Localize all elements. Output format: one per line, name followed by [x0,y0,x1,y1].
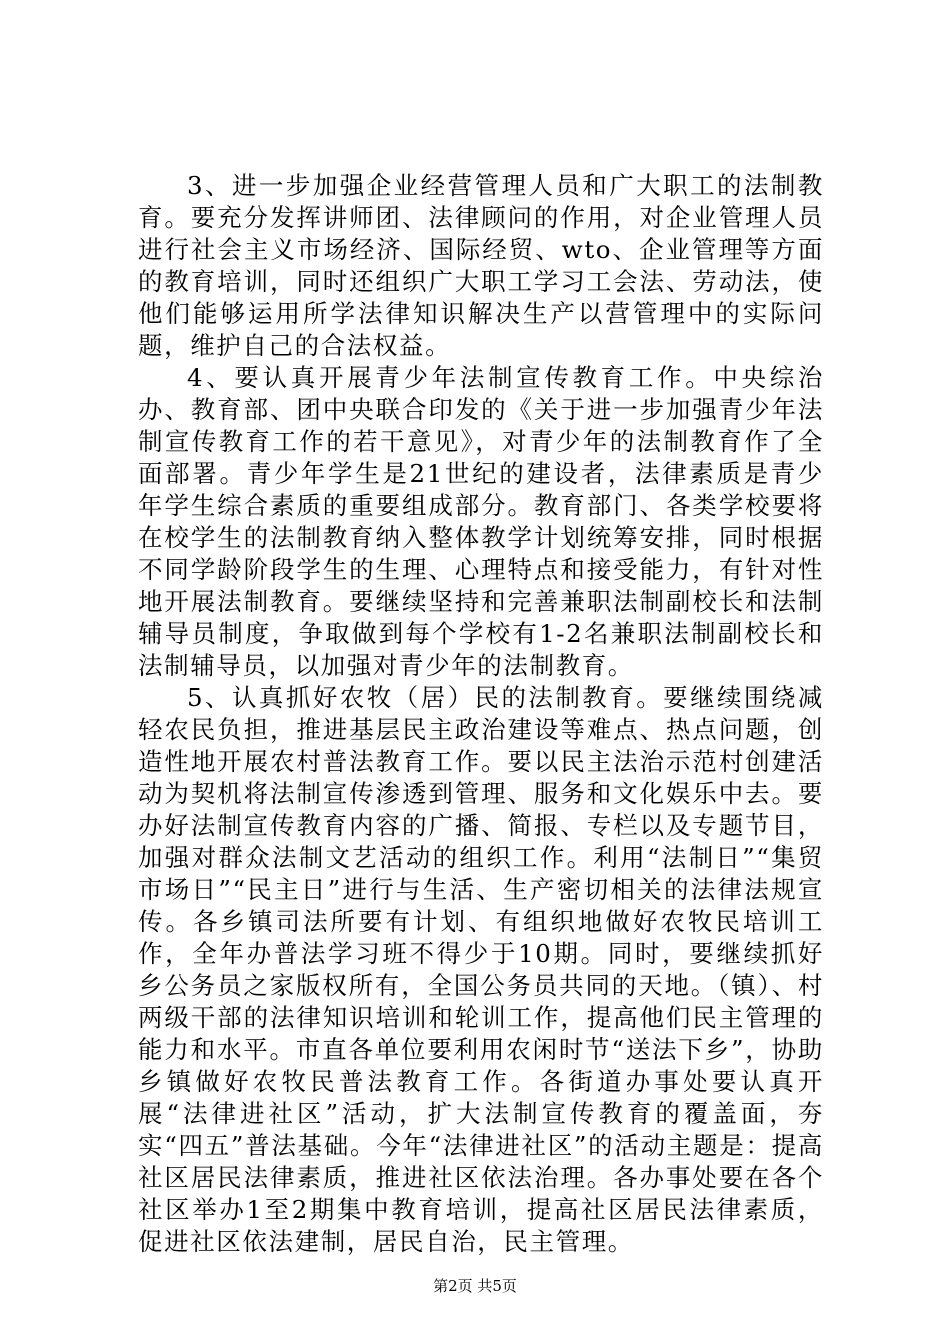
document-body [138,170,824,1258]
page-number-footer: 第2页 共5页 [433,1277,517,1295]
paragraph-item-4: 4、要认真开展青少年法制宣传教育工作。中央综治办、教育部、团中央联合印发的《关于进一步加强青少年法制宣传教育工作的若干意见》，对青少年的法制教育作了全面部署。青少年学生是21世纪的建设者，法律素质是青少年学生综合素质的重要组成部分。教育部门、各类学校要将在校学生的法制教育纳入整体教学计划统筹安排，同时根据不同学龄阶段学生的生理、心理特点和接受能力，有针对性地开展法制教育。要继续坚持和完善兼职法制副校长和法制辅导员制度，争取做到每个学校有1-2名兼职法制副校长和法制辅导员，以加强对青少年的法制教育。 [138,363,824,680]
paragraph-item-3: 3、进一步加强企业经营管理人员和广大职工的法制教育。要充分发挥讲师团、法律顾问的作用，对企业管理人员进行社会主义市场经济、国际经贸、wto、企业管理等方面的教育培训，同时还组织广大职工学习工会法、劳动法，使他们能够运用所学法律知识解决生产以营管理中的实际问题，维护自己的合法权益。 [138,171,824,360]
paragraph-item-5: 5、认真抓好农牧（居）民的法制教育。要继续围绕减轻农民负担，推进基层民主政治建设等难点、热点问题，创造性地开展农村普法教育工作。要以民主法治示范村创建活动为契机将法制宣传渗透到管理、服务和文化娱乐中去。要办好法制宣传教育内容的广播、简报、专栏以及专题节目，加强对群众法制文艺活动的组织工作。利用“法制日”“集贸市场日”“民主日”进行与生活、生产密切相关的法律法规宣传。各乡镇司法所要有计划、有组织地做好农牧民培训工作，全年办普法学习班不得少于10期。同时，要继续抓好乡公务员之家版权所有，全国公务员共同的天地。（镇）、村两级干部的法律知识培训和轮训工作，提高他们民主管理的能力和水平。市直各单位要利用农闲时节“送法下乡”，协助乡镇做好农牧民普法教育工作。各街道办事处要认真开展“法律进社区”活动，扩大法制宣传教育的覆盖面，夯实“四五”普法基础。今年“法律进社区”的活动主题是：提高社区居民法律素质，推进社区依法治理。各办事处要在各个社区举办1至2期集中教育培训，提高社区居民法律素质，促进社区依法建制，居民自治，民主管理。 [138,683,824,1256]
